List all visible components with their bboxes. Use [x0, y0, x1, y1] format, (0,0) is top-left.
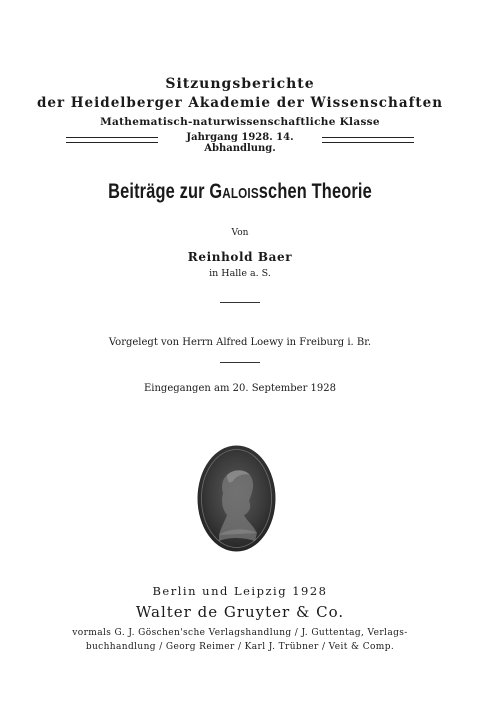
- class-name: Mathematisch-naturwissenschaftliche Klasse: [100, 116, 380, 128]
- year-line: [66, 132, 414, 154]
- series-title: Sitzungsberichte: [165, 76, 315, 92]
- double-rule-right: [322, 137, 414, 143]
- publisher-history-line-2: buchhandlung / Georg Reimer / Karl J. Trübner / Veit & Comp.: [85, 642, 395, 652]
- publisher-name: Walter de Gruyter & Co.: [135, 603, 345, 621]
- title-suffix: schen Theorie: [258, 180, 372, 203]
- presented-by: Vorgelegt von Herrn Alfred Loewy in Freiburg i. Br.: [108, 337, 372, 348]
- article-title: [53, 180, 427, 204]
- portrait-medallion: [197, 445, 276, 552]
- author-name: Reinhold Baer: [187, 250, 293, 264]
- place-and-year: Berlin und Leipzig 1928: [152, 584, 328, 598]
- author-place: in Halle a. S.: [209, 268, 271, 279]
- academy-name: der Heidelberger Akademie der Wissenschaften: [36, 95, 444, 111]
- double-rule-left: [66, 137, 158, 143]
- title-name: Galois: [209, 180, 259, 203]
- divider-1: [220, 302, 260, 303]
- von-label: Von: [231, 228, 249, 238]
- title-prefix: Beiträge zur: [108, 180, 210, 203]
- publisher-history-line-1: vormals G. J. Göschen'sche Verlagshandlung / J. Guttentag, Verlags-: [72, 628, 408, 638]
- received-date: Eingegangen am 20. September 1928: [143, 383, 337, 394]
- divider-2: [220, 362, 260, 363]
- year-issue: Jahrgang 1928. 14. Abhandlung.: [186, 132, 294, 154]
